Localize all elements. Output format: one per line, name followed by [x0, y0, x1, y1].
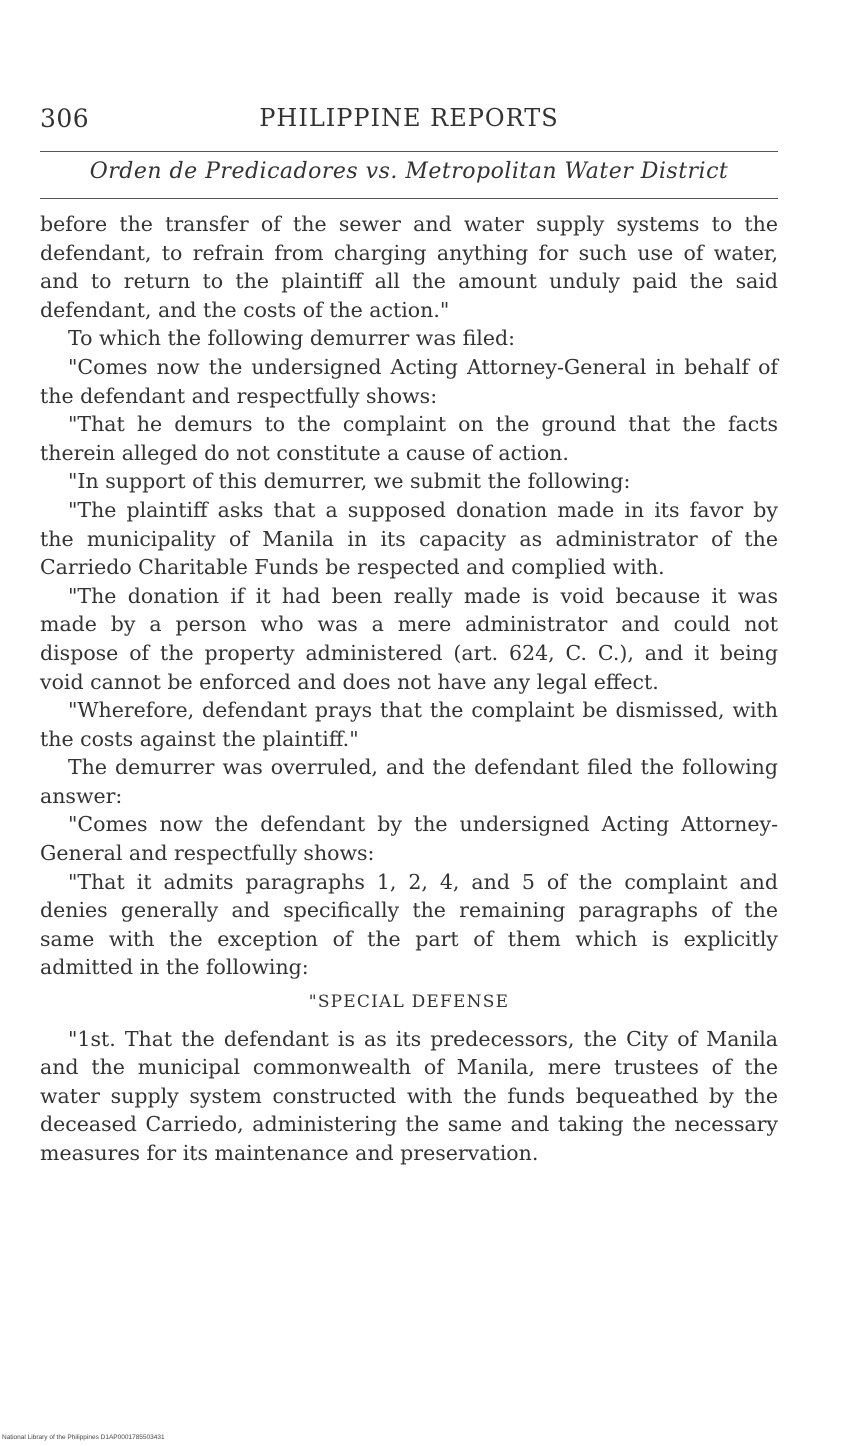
paragraph: "That it admits paragraphs 1, 2, 4, and 5 of the complaint and denies generally and specifically the remaining paragraphs of the same with the exception of the part of them which is explicitly admitted in the following:: [40, 869, 778, 980]
paragraph: "The plaintiff asks that a supposed donation made in its favor by the municipality of Manila in its capacity as administrator of the Carriedo Charitable Funds be respected and complied with.: [40, 497, 778, 580]
running-title: PHILIPPINE REPORTS: [259, 104, 559, 132]
paragraph: "In support of this demurrer, we submit the following:: [68, 469, 631, 494]
header-rule-top: [40, 151, 778, 152]
paragraph: "That he demurs to the complaint on the ground that the facts therein alleged do not constitute a cause of action.: [40, 412, 778, 465]
paragraph: The demurrer was overruled, and the defendant filed the following answer:: [40, 755, 778, 808]
body-text: [40, 210, 778, 1168]
footer-watermark: National Library of the Philippines D1AP0001785503431: [2, 1434, 165, 1441]
page-header: [40, 104, 778, 144]
paragraph: "The donation if it had been really made is void because it was made by a person who was a mere administrator and could not dispose of the property administered (art. 624, C. C.), and it being void cannot be enforced and does not have any legal effect.: [40, 583, 778, 694]
paragraph-continuation: before the transfer of the sewer and water supply systems to the defendant, to refrain from charging anything for such use of water, and to return to the plaintiff all the amount unduly paid the said defendant, and the costs of the action.": [40, 212, 778, 322]
paragraph: "Comes now the undersigned Acting Attorney-General in behalf of the defendant and respectfully shows:: [40, 354, 778, 408]
paragraph: "1st. That the defendant is as its predecessors, the City of Manila and the municipal commonwealth of Manila, mere trustees of the water supply system constructed with the funds bequeathed by the deceased Carriedo, administering the same and taking the necessary measures for its maintenance and preservation.: [40, 1026, 778, 1165]
header-rule-bottom: [40, 198, 778, 199]
section-heading: "SPECIAL DEFENSE: [308, 992, 510, 1013]
page-number: 306: [40, 104, 90, 133]
case-title: Orden de Predicadores vs. Metropolitan Water District: [89, 159, 729, 184]
paragraph: "Comes now the defendant by the undersigned Acting Attorney-General and respectfully shows:: [40, 812, 778, 866]
paragraph: "Wherefore, defendant prays that the complaint be dismissed, with the costs against the plaintiff.": [40, 698, 778, 751]
paragraph: To which the following demurrer was filed:: [68, 326, 516, 351]
